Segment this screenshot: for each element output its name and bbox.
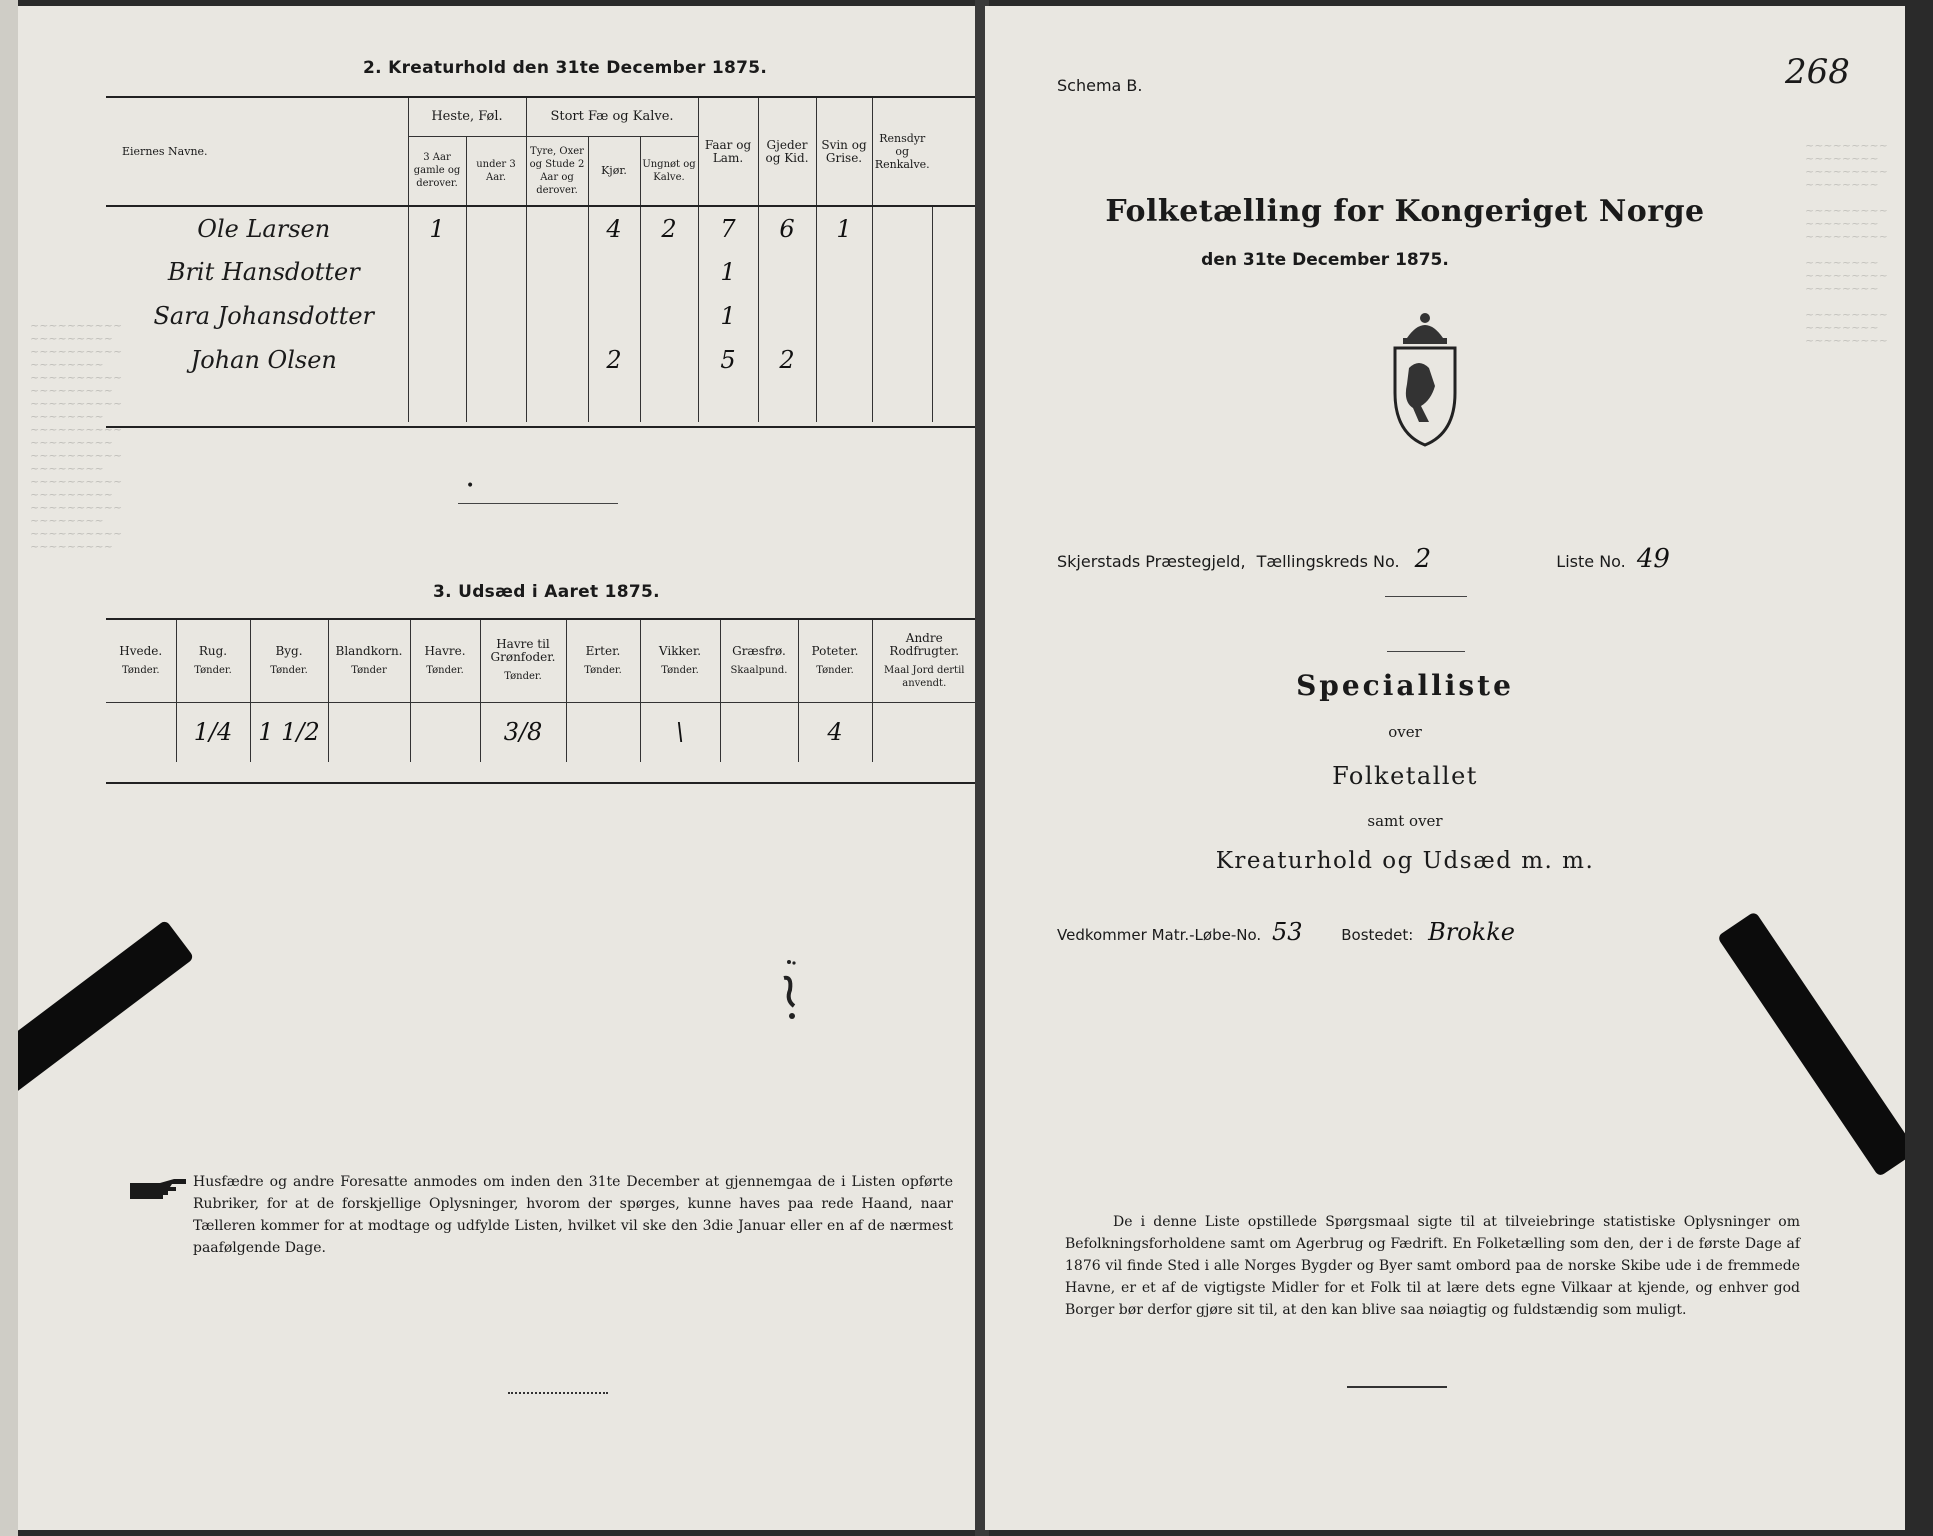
seed-column-unit: Tønder. (504, 671, 542, 683)
owner-name: Sara Johansdotter (153, 302, 375, 330)
footer-text: De i denne Liste opstillede Spørgsmaal sigte til at tilveiebringe statistiske Oplysninger om Befolkningsforholdene samt om Agerbrug og Fædrift. En Folketælling som den, der i de første Dage af 1876 vil finde Sted i alle Norges Bygder og Byer samt ombord paa de norske Skibe ude i de fremmede Havne, er et af de vigtigste Midler for et Folk til at lære dets egne Vilkaar at kjende, og enhver god Borger bør derfor gjøre sit til, at den kan blive saa nøiagtig og fuldstændig som muligt. (1065, 1214, 1800, 1318)
seed-value: 1 1/2 (250, 702, 328, 762)
cell-value (408, 294, 466, 338)
cell-value (640, 294, 698, 338)
header-reindeer: Rensdyr og Renkalve. (872, 98, 932, 206)
liste-label: Liste No. (1556, 552, 1626, 571)
prestegjeld-label: Skjerstads Præstegjeld, (1057, 552, 1246, 571)
cell-value (640, 338, 698, 382)
separator-line (458, 503, 618, 504)
kreds-value: 2 (1414, 544, 1432, 574)
main-title: Folketælling for Kongeriget Norge (1105, 194, 1705, 229)
cell-value (526, 338, 588, 382)
cell-value (588, 250, 640, 294)
cell-value (872, 250, 932, 294)
coat-of-arms-icon (1385, 308, 1465, 448)
cell-value (872, 338, 932, 382)
header-bulls: Tyre, Oxer og Stude 2 Aar og derover. (526, 136, 588, 206)
cell-value (640, 250, 698, 294)
cell-value: 7 (698, 206, 758, 250)
seed-column-unit: Tønder (351, 664, 387, 676)
ink-smudge (778, 956, 800, 1026)
seed-column-header (798, 620, 872, 702)
seed-column-name: Hvede. (119, 643, 163, 658)
seed-column-name: Blandkorn. (335, 643, 403, 658)
cell-value: 2 (588, 338, 640, 382)
folketallet-heading: Folketallet (1332, 762, 1478, 790)
kreaturhold-heading: Kreaturhold og Udsæd m. m. (1215, 848, 1595, 874)
bosted-label: Bostedet: (1341, 926, 1414, 944)
seed-column-unit: Tønder. (270, 664, 308, 676)
seed-column-name: Græsfrø. (732, 643, 786, 658)
livestock-table (106, 98, 976, 422)
seed-column-unit: Tønder. (121, 664, 160, 676)
cell-value (526, 250, 588, 294)
cell-value (758, 250, 816, 294)
seed-value (872, 702, 976, 762)
cell-value (588, 294, 640, 338)
header-horses-old: 3 Aar gamle og derover. (408, 136, 466, 206)
table-row (106, 338, 976, 382)
seed-column-header (328, 620, 410, 702)
cell-value: 1 (698, 294, 758, 338)
left-page (18, 6, 978, 1530)
cell-value: 5 (698, 338, 758, 382)
cell-value: 1 (816, 206, 872, 250)
matr-label: Vedkommer Matr.-Løbe-No. (1057, 926, 1262, 944)
ink-dot: • (466, 478, 475, 494)
cell-value (466, 206, 526, 250)
seed-value (410, 702, 480, 762)
matr-value: 53 (1271, 918, 1303, 946)
header-horses-young: under 3 Aar. (466, 136, 526, 206)
table-row (106, 294, 976, 338)
notice-text: Husfædre og andre Foresatte anmodes om inden den 31te December at gjennemgaa de i Listen opførte Rubriker, for at de forskjellige Oplysninger, hvorom der spørges, kunne haves paa rede Haand, naar Tælleren kommer for at modtage og udfylde Listen, hvilket vil ske den 3die Januar eller en af de nærmest paafølgende Dage. (193, 1174, 953, 1256)
cell-value (408, 338, 466, 382)
schema-label: Schema B. (1057, 76, 1143, 95)
right-page (985, 6, 1905, 1530)
bleed-through-text: ~~~~~~~~~ ~~~~~~~~ ~~~~~~~~~ ~~~~~~~~ ~~~~~~~~~ ~~~~~~~~ ~~~~~~~~~ ~~~~~~~~ ~~~~~~~~~ ~~~~~~~~ ~~~~~~~~~ ~~~~~~~~ ~~~~~~~~~ (1805, 139, 1888, 347)
seed-column-header (250, 620, 328, 702)
cell-value (758, 294, 816, 338)
census-date: den 31te December 1875. (1201, 250, 1449, 270)
page-edge (0, 0, 18, 1536)
seed-column-header (480, 620, 566, 702)
seed-column-unit: Tønder. (816, 664, 854, 676)
short-rule (1387, 651, 1465, 652)
over-text: over (1388, 723, 1422, 741)
cell-value: 2 (758, 338, 816, 382)
seed-column-header (720, 620, 798, 702)
section3-title: 3. Udsæd i Aaret 1875. (433, 582, 660, 602)
cell-value (466, 338, 526, 382)
seed-column-name: Byg. (275, 643, 303, 658)
seed-column-unit: Tønder. (661, 664, 699, 676)
closing-rule (1347, 1386, 1447, 1388)
cell-value (466, 294, 526, 338)
seed-column-name: Havre. (424, 643, 466, 658)
seed-table (106, 620, 976, 762)
cell-value (816, 250, 872, 294)
header-sheep: Faar og Lam. (698, 98, 758, 206)
cell-value (816, 338, 872, 382)
specialliste-heading: Specialliste (1296, 669, 1514, 702)
seed-column-name: Havre til Grønfoder. (490, 637, 556, 665)
header-cattle: Stort Fæ og Kalve. (526, 98, 698, 136)
cell-value: 1 (698, 250, 758, 294)
seed-column-name: Erter. (585, 643, 621, 658)
seed-value: \ (640, 702, 720, 762)
header-owner: Eiernes Navne. (122, 145, 208, 158)
cell-value (526, 294, 588, 338)
pointing-hand-icon (128, 1173, 188, 1203)
cell-value (872, 294, 932, 338)
seed-column-name: Poteter. (811, 643, 859, 658)
seed-value (720, 702, 798, 762)
seed-column-unit: Maal Jord dertil anvendt. (884, 664, 965, 689)
seed-column-header (106, 620, 176, 702)
seed-value: 3/8 (480, 702, 566, 762)
seed-column-header (872, 620, 976, 702)
seed-column-unit: Skaalpund. (730, 664, 788, 676)
ornament-rule (508, 1392, 608, 1394)
seed-column-header (640, 620, 720, 702)
cell-value (466, 250, 526, 294)
cell-value: 1 (408, 206, 466, 250)
table-row (106, 250, 976, 294)
cell-value (408, 250, 466, 294)
kreds-label: Tællingskreds No. (1256, 552, 1400, 571)
header-goats: Gjeder og Kid. (758, 98, 816, 206)
cell-value: 4 (588, 206, 640, 250)
table-bottom-rule (106, 426, 976, 428)
cell-value (816, 294, 872, 338)
seed-value (566, 702, 640, 762)
header-cows: Kjør. (588, 136, 640, 206)
folio-number: 268 (1785, 52, 1850, 92)
seed-value: 4 (798, 702, 872, 762)
header-horses: Heste, Føl. (408, 98, 526, 136)
owner-name: Ole Larsen (197, 214, 331, 243)
bosted-value: Brokke (1428, 918, 1515, 946)
seed-column-header (566, 620, 640, 702)
liste-value: 49 (1636, 544, 1670, 574)
seed-column-unit: Tønder. (194, 664, 232, 676)
owner-name: Brit Hansdotter (167, 258, 360, 286)
header-pigs: Svin og Grise. (816, 98, 872, 206)
cell-value: 2 (640, 206, 698, 250)
seed-value (328, 702, 410, 762)
table-row (106, 206, 976, 250)
cell-value: 6 (758, 206, 816, 250)
seed-value (106, 702, 176, 762)
district-line (1057, 544, 1670, 574)
header-calves: Ungnøt og Kalve. (640, 136, 698, 206)
seed-table-bottom-rule (106, 782, 976, 784)
seed-column-unit: Tønder. (584, 664, 622, 676)
samt-over-text: samt over (1367, 812, 1443, 830)
cell-value (526, 206, 588, 250)
seed-column-name: Andre Rodfrugter. (889, 630, 960, 658)
seed-column-name: Rug. (198, 643, 228, 658)
short-rule (1385, 596, 1467, 597)
seed-column-header (410, 620, 480, 702)
seed-column-unit: Tønder. (426, 664, 464, 676)
table-row (106, 702, 976, 762)
seed-value: 1/4 (176, 702, 250, 762)
seed-column-header (176, 620, 250, 702)
bleed-through-text: ~~~~~~~~~~ ~~~~~~~~~ ~~~~~~~~~~ ~~~~~~~~ ~~~~~~~~~~ ~~~~~~~~~ ~~~~~~~~~~ ~~~~~~~~ ~~~~~~~~~~ ~~~~~~~~~ ~~~~~~~~~~ ~~~~~~~~ ~~~~~~~~~~ ~~~~~~~~~ ~~~~~~~~~~ ~~~~~~~~ ~~~~~~~~~~ ~~~~~~~~~ (30, 319, 123, 553)
owner-name: Johan Olsen (190, 346, 337, 374)
matr-line (1057, 918, 1515, 946)
cell-value (872, 206, 932, 250)
seed-column-name: Vikker. (658, 643, 702, 658)
section2-title: 2. Kreaturhold den 31te December 1875. (363, 58, 768, 78)
